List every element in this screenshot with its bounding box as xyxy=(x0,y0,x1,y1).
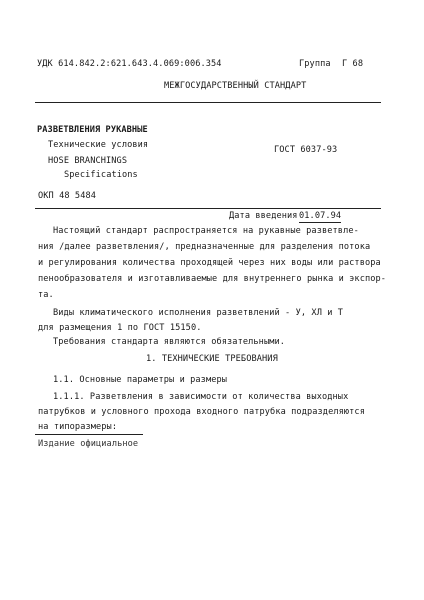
p1-line-5: та. xyxy=(38,290,54,300)
p1-line-1: Настоящий стандарт распространяется на рукавные разветвле- xyxy=(53,226,359,236)
p1-line-2: ния /далее разветвления/, предназначенные для разделения потока xyxy=(38,242,371,252)
p1-line-4: пенообразователя и изготавливаемые для внутреннего рынка и экспор- xyxy=(38,274,387,284)
header-divider xyxy=(35,102,381,103)
title-ru: РАЗВЕТВЛЕНИЯ РУКАВНЫЕ xyxy=(37,125,148,135)
gost-number: ГОСТ 6037-93 xyxy=(274,145,338,155)
clause-1-1-1-line-3: на типоразмеры: xyxy=(38,422,118,432)
clause-1-1: 1.1. Основные параметры и размеры xyxy=(53,375,228,385)
group-label: Группа xyxy=(299,59,331,69)
p1-line-3: и регулирования количества проходящей через них воды или раствора xyxy=(38,258,381,268)
title-en: HOSE BRANCHINGS xyxy=(48,156,128,166)
group-code: Г 68 xyxy=(342,59,364,69)
date-value: 01.07.94 xyxy=(299,211,342,221)
udk-code: УДК 614.842.2:621.643.4.069:006.354 xyxy=(37,59,222,69)
standard-type: МЕЖГОСУДАРСТВЕННЫЙ СТАНДАРТ xyxy=(164,81,307,91)
footer-divider xyxy=(35,434,143,435)
official-edition: Издание официальное xyxy=(38,439,139,449)
okp-code: ОКП 48 5484 xyxy=(38,191,97,201)
p3: Требования стандарта являются обязательными. xyxy=(53,337,286,347)
clause-1-1-1-line-1: 1.1.1. Разветвления в зависимости от количества выходных xyxy=(53,392,349,402)
date-label: Дата введения xyxy=(229,211,298,221)
p2-line-1: Виды климатического исполнения разветвлений - У, ХЛ и Т xyxy=(53,308,344,318)
title-divider xyxy=(35,208,381,209)
subtitle-en: Specifications xyxy=(64,170,138,180)
p2-line-2: для размещения 1 по ГОСТ 15150. xyxy=(38,323,202,333)
subtitle-ru: Технические условия xyxy=(48,140,149,150)
clause-1-1-1-line-2: патрубков и условного прохода входного патрубка подразделяются xyxy=(38,407,365,417)
section-1-title: 1. ТЕХНИЧЕСКИЕ ТРЕБОВАНИЯ xyxy=(146,354,278,364)
